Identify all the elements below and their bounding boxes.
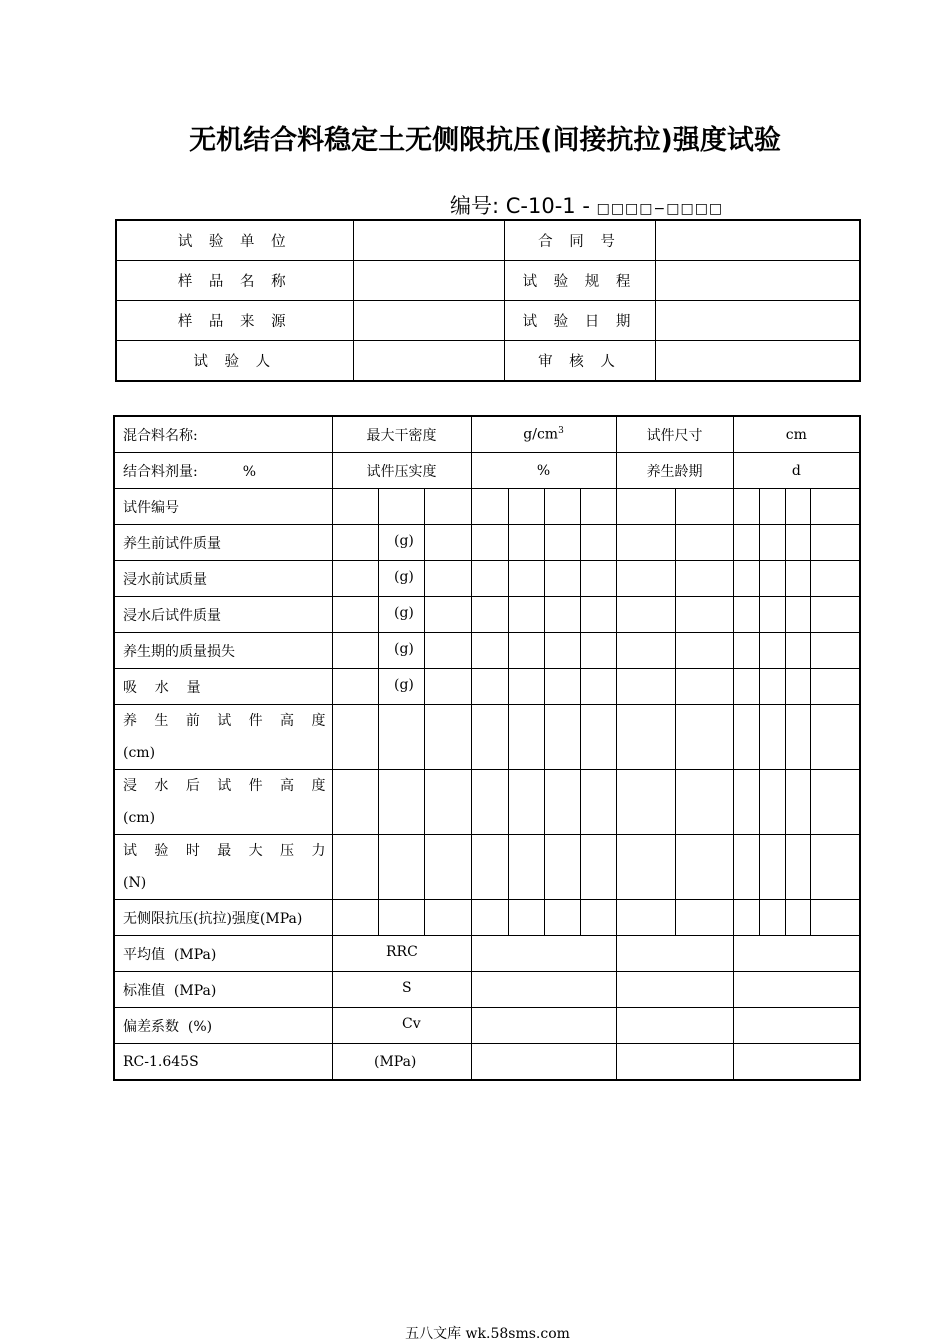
data-cell[interactable] [675,633,733,669]
row-text-spread [123,835,326,867]
table-row [114,525,860,561]
label-char: 试 [123,843,137,859]
mass-before-soak-label [114,561,414,597]
label-char: 水 [154,778,169,794]
table-row [116,341,860,382]
data-cell[interactable] [471,936,616,972]
label-char: 度 [311,778,326,794]
data-cell[interactable] [759,669,785,705]
row-unit: (g) [394,532,414,549]
data-cell[interactable] [616,705,675,770]
data-cell[interactable] [675,561,733,597]
data-cell[interactable] [424,489,471,525]
data-cell[interactable] [810,705,860,770]
contract-label: 合 同 号 [504,220,655,261]
data-cell[interactable] [759,561,785,597]
data-cell[interactable] [675,597,733,633]
compaction-label: 试件压实度 [332,453,471,489]
max-density-label: 最大干密度 [332,416,471,453]
sample-name-label: 样 品 名 称 [116,261,353,301]
data-cell[interactable] [675,525,733,561]
row-unit: (g) [394,568,414,585]
data-cell[interactable] [508,900,544,936]
row-unit: (MPa) [374,1053,417,1070]
data-cell[interactable] [471,705,508,770]
data-cell[interactable] [471,561,508,597]
data-cell[interactable] [580,835,616,900]
table-row [114,835,860,900]
strength-label: 无侧限抗压(抗拉)强度(MPa) [114,900,332,936]
contract-field[interactable] [655,220,860,261]
mass-loss-label [114,633,414,669]
reviewer-label: 审 核 人 [504,341,655,382]
data-cell[interactable] [785,561,810,597]
data-cell[interactable] [424,633,471,669]
data-cell[interactable] [580,669,616,705]
data-cell[interactable] [733,489,759,525]
table-row [114,972,860,1008]
height-before-curing-label [114,705,332,770]
form-code-boxes: □□□□−□□□□ [596,201,724,217]
table-row [114,453,860,489]
table-row [114,1008,860,1044]
label-char: 高 [280,713,295,729]
row-text: 吸 水 量 [123,679,201,696]
data-cell[interactable] [580,770,616,835]
data-cell[interactable] [332,835,378,900]
row-text: RC-1.645S [123,1053,199,1070]
binder-dose-unit: % [242,463,257,480]
label-char: 后 [185,778,200,794]
data-cell[interactable] [733,597,759,633]
label-char: 大 [248,843,263,859]
data-cell[interactable] [508,561,544,597]
mass-before-curing-label [114,525,414,561]
table-row [114,770,860,835]
table-row [114,669,860,705]
data-cell[interactable] [759,835,785,900]
data-cell[interactable] [424,900,471,936]
data-cell[interactable] [580,525,616,561]
data-cell[interactable] [332,900,378,936]
data-cell[interactable] [810,633,860,669]
data-cell[interactable] [810,489,860,525]
data-cell[interactable] [759,705,785,770]
data-cell[interactable] [544,900,580,936]
compaction-unit: % [471,453,616,489]
table-row [114,633,860,669]
data-cell[interactable] [616,972,733,1008]
row-unit: (g) [394,604,414,621]
row-unit: (g) [394,676,414,693]
form-code [450,190,723,220]
curing-age-label: 养生龄期 [616,453,733,489]
label-char: 生 [154,713,169,729]
unit-label: 试 验 单 位 [116,220,353,261]
data-cell[interactable] [544,633,580,669]
data-cell[interactable] [810,525,860,561]
data-cell[interactable] [785,597,810,633]
label-char: 浸 [123,778,137,794]
data-cell[interactable] [733,561,759,597]
data-cell[interactable] [424,561,471,597]
data-cell[interactable] [471,669,508,705]
data-cell[interactable] [580,705,616,770]
label-char: 养 [123,713,137,729]
data-cell[interactable] [785,705,810,770]
data-cell[interactable] [544,669,580,705]
data-cell[interactable] [508,705,544,770]
data-cell[interactable] [733,1008,860,1044]
table-row [114,900,860,936]
data-cell[interactable] [508,669,544,705]
data-cell[interactable] [471,770,508,835]
table-row [116,301,860,341]
label-char: 时 [185,843,200,859]
density-unit [471,416,616,453]
data-cell[interactable] [616,597,675,633]
data-cell[interactable] [810,770,860,835]
label-char: 力 [311,843,326,859]
data-cell[interactable] [733,669,759,705]
size-unit: cm [733,416,860,453]
data-cell[interactable] [471,972,616,1008]
data-cell[interactable] [508,597,544,633]
data-cell[interactable] [378,770,424,835]
procedure-label: 试 验 规 程 [504,261,655,301]
data-cell[interactable] [759,597,785,633]
date-label: 试 验 日 期 [504,301,655,341]
data-cell[interactable] [675,900,733,936]
size-label: 试件尺寸 [616,416,733,453]
data-cell[interactable] [508,633,544,669]
data-cell[interactable] [424,835,471,900]
data-cell[interactable] [471,489,508,525]
data-cell[interactable] [759,489,785,525]
data-cell[interactable] [332,633,378,669]
data-cell[interactable] [675,705,733,770]
cv-label [114,1008,421,1044]
data-cell[interactable] [378,489,424,525]
data-cell[interactable] [810,597,860,633]
sample-source-label: 样 品 来 源 [116,301,353,341]
row-text: 浸水后试件质量 [123,607,221,624]
data-cell[interactable] [508,835,544,900]
data-cell[interactable] [733,936,860,972]
data-cell[interactable] [544,770,580,835]
data-cell[interactable] [733,1044,860,1081]
row-unit: (g) [394,640,414,657]
data-cell[interactable] [332,597,378,633]
data-cell[interactable] [332,525,378,561]
data-cell[interactable] [580,597,616,633]
row-text: 标准值 (MPa) [123,982,217,999]
data-cell[interactable] [810,669,860,705]
label-char: 件 [248,713,263,729]
data-cell[interactable] [580,633,616,669]
binder-dose-cell [114,453,332,489]
footer-watermark: 五八文库 wk.58sms.com [405,1326,570,1342]
data-cell[interactable] [544,561,580,597]
label-char: 试 [217,713,232,729]
data-cell[interactable] [508,489,544,525]
table-row [114,561,860,597]
data-cell[interactable] [616,489,675,525]
data-cell[interactable] [810,835,860,900]
table-row [116,261,860,301]
data-cell[interactable] [759,770,785,835]
table-row [114,597,860,633]
data-cell[interactable] [580,489,616,525]
table-row [114,416,860,453]
data-cell[interactable] [580,561,616,597]
reviewer-field[interactable] [655,341,860,382]
data-cell[interactable] [616,835,675,900]
data-cell[interactable] [733,835,759,900]
data-cell[interactable] [424,669,471,705]
specimen-no-label: 试件编号 [114,489,332,525]
data-cell[interactable] [471,597,508,633]
tester-field[interactable] [353,341,504,382]
data-cell[interactable] [616,1044,733,1081]
row-symbol: S [402,979,412,996]
data-cell[interactable] [424,525,471,561]
label-char: 验 [154,843,169,859]
data-cell[interactable] [471,525,508,561]
data-cell[interactable] [785,525,810,561]
data-cell[interactable] [759,525,785,561]
water-absorption-label [114,669,414,705]
data-cell[interactable] [332,489,378,525]
density-unit-sup: 3 [558,426,564,437]
row-text: 养生期的质量损失 [123,643,235,660]
data-cell[interactable] [544,489,580,525]
sample-source-field[interactable] [353,301,504,341]
data-cell[interactable] [332,705,378,770]
data-cell[interactable] [733,900,759,936]
data-cell[interactable] [378,705,424,770]
test-data-table [113,415,861,1081]
info-table [115,219,861,382]
data-cell[interactable] [508,525,544,561]
data-cell[interactable] [616,633,675,669]
row-symbol: RRC [386,943,418,960]
data-cell[interactable] [675,770,733,835]
data-cell[interactable] [675,835,733,900]
data-cell[interactable] [471,900,508,936]
row-unit: (cm) [123,745,156,761]
form-code-prefix: 编号: C-10-1 - [450,194,597,218]
data-cell[interactable] [675,669,733,705]
data-cell[interactable] [616,1008,733,1044]
row-text: 浸水前试质量 [123,571,207,588]
row-text-spread [123,705,326,737]
mass-after-soak-label [114,597,414,633]
mean-label [114,936,418,972]
data-cell[interactable] [332,561,378,597]
table-row [114,1044,860,1081]
row-unit: (cm) [123,810,156,826]
data-cell[interactable] [544,525,580,561]
data-cell[interactable] [544,597,580,633]
table-row [114,489,860,525]
data-cell[interactable] [616,525,675,561]
data-cell[interactable] [616,900,675,936]
data-cell[interactable] [733,633,759,669]
procedure-field[interactable] [655,261,860,301]
data-cell[interactable] [675,489,733,525]
label-char: 前 [185,713,200,729]
data-cell[interactable] [471,835,508,900]
rc-label [114,1044,417,1081]
data-cell[interactable] [471,1008,616,1044]
data-cell[interactable] [785,489,810,525]
data-cell[interactable] [471,1044,616,1081]
row-text-spread [123,770,326,802]
data-cell[interactable] [616,936,733,972]
data-cell[interactable] [733,705,759,770]
data-cell[interactable] [810,561,860,597]
mix-name-label: 混合料名称: [114,416,332,453]
data-cell[interactable] [424,597,471,633]
row-unit: (N) [123,875,147,891]
row-text: 平均值 (MPa) [123,946,217,963]
table-row [114,936,860,972]
data-cell[interactable] [733,972,860,1008]
data-cell[interactable] [785,900,810,936]
label-char: 压 [280,843,295,859]
data-cell[interactable] [785,669,810,705]
data-cell[interactable] [332,770,378,835]
data-cell[interactable] [378,835,424,900]
label-char: 试 [217,778,232,794]
data-cell[interactable] [544,835,580,900]
data-cell[interactable] [508,770,544,835]
max-pressure-label [114,835,332,900]
data-cell[interactable] [810,900,860,936]
label-char: 度 [311,713,326,729]
data-cell[interactable] [759,900,785,936]
date-field[interactable] [655,301,860,341]
data-cell[interactable] [378,900,424,936]
data-cell[interactable] [332,669,378,705]
data-cell[interactable] [616,669,675,705]
data-cell[interactable] [544,705,580,770]
data-cell[interactable] [424,705,471,770]
row-text: 偏差系数 (%) [123,1018,213,1035]
tester-label: 试 验 人 [116,341,353,382]
curing-age-unit: d [733,453,860,489]
table-row [114,705,860,770]
label-char: 高 [280,778,295,794]
data-cell[interactable] [759,633,785,669]
row-text: 养生前试件质量 [123,535,221,552]
data-cell[interactable] [733,770,759,835]
binder-dose-label: 结合料剂量: [123,463,198,480]
std-label [114,972,412,1008]
data-cell[interactable] [733,525,759,561]
sample-name-field[interactable] [353,261,504,301]
table-row [116,220,860,261]
label-char: 件 [248,778,263,794]
data-cell[interactable] [785,835,810,900]
data-cell[interactable] [471,633,508,669]
height-after-soak-label [114,770,332,835]
unit-field[interactable] [353,220,504,261]
data-cell[interactable] [785,633,810,669]
data-cell[interactable] [580,900,616,936]
data-cell[interactable] [424,770,471,835]
density-unit-text: g/cm [523,426,559,443]
data-cell[interactable] [616,770,675,835]
label-char: 最 [217,843,232,859]
row-symbol: Cv [402,1015,421,1032]
data-cell[interactable] [785,770,810,835]
page-title: 无机结合料稳定土无侧限抗压(间接抗拉)强度试验 [189,125,781,156]
data-cell[interactable] [616,561,675,597]
